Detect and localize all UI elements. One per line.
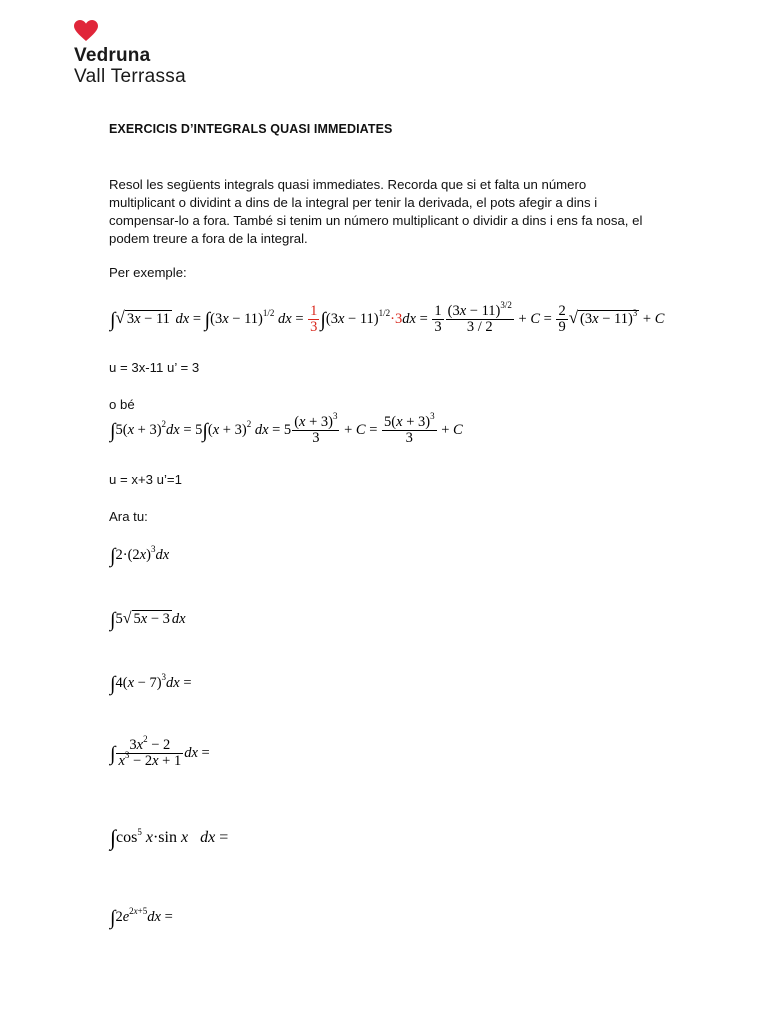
your-turn-label: Ara tu: xyxy=(109,509,148,524)
exercise-3: $\int 4(x - 7)^3dx$ = xyxy=(110,672,192,695)
exercise-1: $\int 2\cdot(2x)^3dx$ xyxy=(110,544,170,567)
exercise-2: ∫5√ 5x − 3 dx xyxy=(110,609,186,631)
brand-name: Vedruna xyxy=(74,45,151,66)
brand-subtitle: Vall Terrassa xyxy=(74,66,186,87)
example2-equation: $\int 5(x + 3)^2dx = 5\int(x + 3)^2$ dx = 5 $\frac{(x + 3)^3}{3}$ + C = $\frac{5(x + 3)^3}{3}$ + C xyxy=(110,411,463,446)
exercise-4: ∫ $\frac{3x^2 - 2}{x^3 - 2x + 1}$ dx = xyxy=(110,734,210,769)
example-label: Per exemple: xyxy=(109,265,187,280)
red-heart-icon xyxy=(74,20,98,42)
page-title: EXERCICIS D’INTEGRALS QUASI IMMEDIATES xyxy=(109,122,393,136)
example1-substitution: u = 3x-11 u’ = 3 xyxy=(109,360,200,375)
example1-equation: ∫√ 3x − 11 dx = $\int(3x - 11)^{1/2}$ dx = $\frac{1}{3}$ $\int(3x - 11)^{1/2}\cdot 3dx$ = $\frac{1}{3}$ $\frac{(3x - 11)^{3/2}}{3 / 2}$ + C = $\frac{2}{9}$ √ $(3x - 11)^3 + C$ xyxy=(110,300,665,335)
example2-substitution: u = x+3 u’=1 xyxy=(109,472,182,487)
exercise-5: $\int\cos^5$ x·sin x dx = xyxy=(110,825,229,850)
or-label: o bé xyxy=(109,397,135,412)
intro-paragraph: Resol les següents integrals quasi immediates. Recorda que si et falta un número multiplicant o dividint a dins de la integral per tenir la derivada, el pots afegir a dins i compensar-lo a fora. També si tenim un número multiplicant o dividir a dins i ens fa nosa, el podem treure a fora de la integral. xyxy=(109,177,643,246)
exercise-6: $\int 2e^{2x+5}dx$ = xyxy=(110,906,173,929)
